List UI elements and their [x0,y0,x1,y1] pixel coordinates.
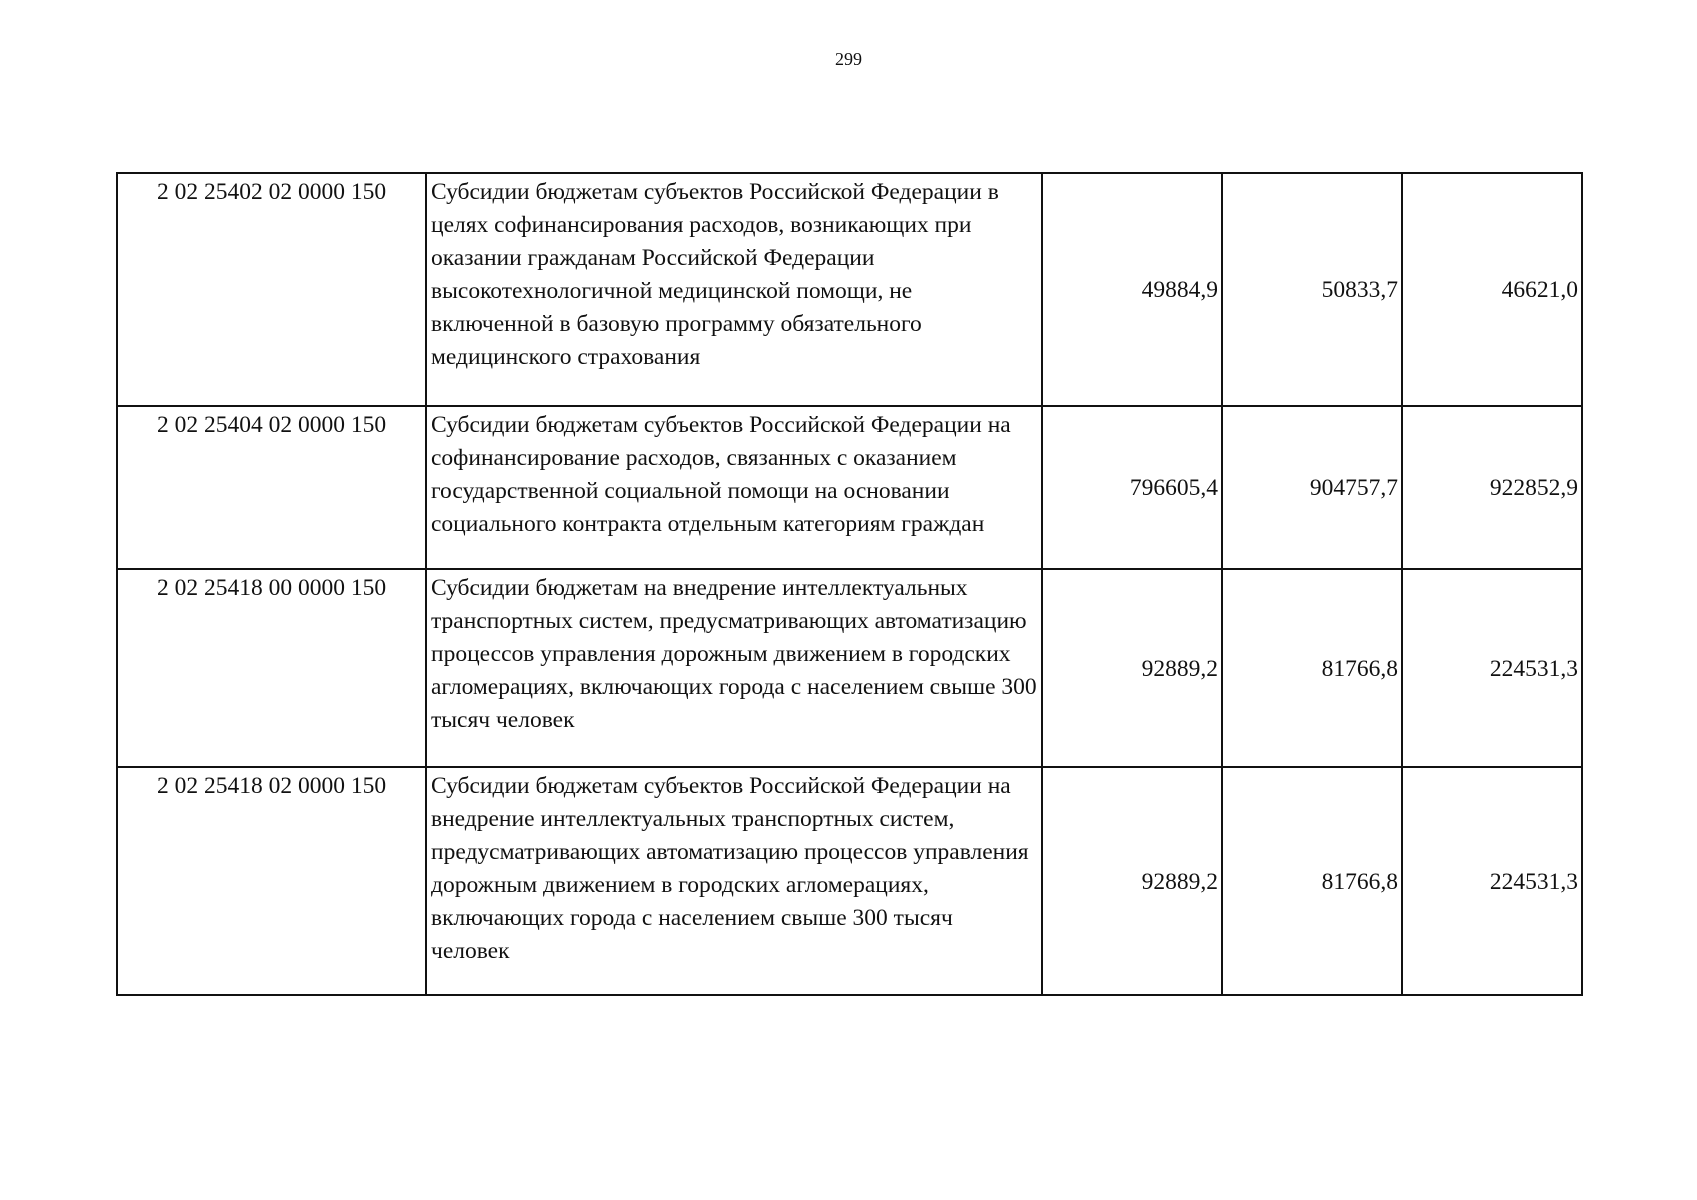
amount-col-2: 50833,7 [1222,173,1402,406]
amount-col-3: 224531,3 [1402,767,1582,995]
budget-code: 2 02 25418 02 0000 150 [117,767,426,995]
amount-col-2: 81766,8 [1222,569,1402,767]
amount-col-1: 49884,9 [1042,173,1222,406]
amount-col-2: 81766,8 [1222,767,1402,995]
amount-col-1: 92889,2 [1042,569,1222,767]
amount-col-1: 796605,4 [1042,406,1222,569]
amount-col-2: 904757,7 [1222,406,1402,569]
table-row [117,173,1582,406]
budget-code: 2 02 25404 02 0000 150 [117,406,426,569]
budget-item-name: Субсидии бюджетам субъектов Российской Федерации в целях софинансирования расходов, возникающих при оказании гражданам Российской Федерации высокотехнологичной медицинской помощи, не включенной в базовую программу обязательного медицинского страхования [426,173,1042,406]
budget-item-name: Субсидии бюджетам на внедрение интеллектуальных транспортных систем, предусматривающих автоматизацию процессов управления дорожным движением в городских агломерациях, включающих города с населением свыше 300 тысяч человек [426,569,1042,767]
amount-col-3: 922852,9 [1402,406,1582,569]
budget-item-name: Субсидии бюджетам субъектов Российской Федерации на внедрение интеллектуальных транспортных систем, предусматривающих автоматизацию процессов управления дорожным движением в городских агломерациях, включающих города с населением свыше 300 тысяч человек [426,767,1042,995]
page-number: 299 [835,49,862,69]
table-row [117,406,1582,569]
table-row [117,569,1582,767]
amount-col-3: 46621,0 [1402,173,1582,406]
table-row [117,767,1582,995]
budget-item-name: Субсидии бюджетам субъектов Российской Федерации на софинансирование расходов, связанных с оказанием государственной социальной помощи на основании социального контракта отдельным категориям граждан [426,406,1042,569]
amount-col-1: 92889,2 [1042,767,1222,995]
budget-table [116,172,1583,996]
budget-code: 2 02 25418 00 0000 150 [117,569,426,767]
amount-col-3: 224531,3 [1402,569,1582,767]
budget-code: 2 02 25402 02 0000 150 [117,173,426,406]
